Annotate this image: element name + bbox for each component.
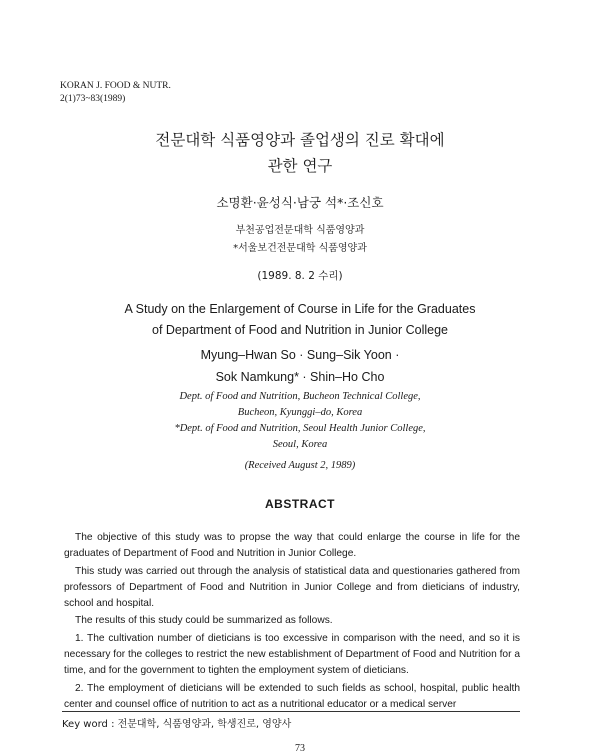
abstract-paragraph: The results of this study could be summarized as follows. (75, 615, 333, 627)
english-authors-line2: Sok Namkung* · Shin–Ho Cho (215, 370, 385, 384)
journal-name: KORAN J. FOOD & NUTR. (60, 81, 171, 91)
abstract-paragraph: 1. The cultivation number of dieticians is too excessive in comparison with the need, and so it is necessary for the colleges to restrict the new establishment of Department of Food and Nutrition for a time, and for the government to tighten the employment system of dieticians. (64, 633, 520, 677)
abstract-paragraph: This study was carried out through the analysis of statistical data and questionaries gathered from professors of Department of Food and Nutrition in Junior College and from dieticians of industry, school and hospital. (64, 565, 520, 609)
english-affiliation-2-line2: Seoul, Korea (272, 439, 328, 450)
korean-affiliation-2: *서울보건전문대학 식품영양과 (233, 243, 367, 254)
english-title (0, 299, 600, 341)
abstract-body (64, 530, 520, 715)
korean-title-line1: 전문대학 식품영양과 졸업생의 진로 확대에 (155, 131, 445, 149)
journal-header (60, 80, 171, 106)
footnote-divider (62, 711, 520, 712)
page-number: 73 (295, 743, 305, 754)
english-authors (0, 344, 600, 388)
korean-authors: 소명환·윤성식·남궁 석*·조신호 (216, 195, 384, 210)
english-authors-line1: Myung–Hwan So · Sung–Sik Yoon · (200, 348, 400, 362)
english-affiliation-1-line2: Bucheon, Kyunggi–do, Korea (237, 407, 363, 418)
english-affiliation-1-line1: Dept. of Food and Nutrition, Bucheon Technical College, (179, 391, 421, 402)
abstract-heading: ABSTRACT (265, 497, 335, 511)
english-affiliations (0, 389, 600, 453)
english-title-line1: A Study on the Enlargement of Course in Life for the Graduates (124, 302, 476, 316)
korean-affiliations (0, 222, 600, 258)
english-title-line2: of Department of Food and Nutrition in Junior College (152, 323, 448, 337)
english-received-date: (Received August 2, 1989) (244, 460, 356, 471)
korean-affiliation-1: 부천공업전문대학 식품영양과 (235, 225, 365, 236)
english-affiliation-2-line1: *Dept. of Food and Nutrition, Seoul Health Junior College, (174, 423, 426, 434)
korean-title (0, 127, 600, 179)
korean-title-line2: 관한 연구 (267, 157, 333, 175)
abstract-paragraph: 2. The employment of dieticians will be extended to such fields as school, hospital, public health center and counsel office of nutrition to act as a nutritional educator or a medical server (64, 682, 520, 710)
korean-received-date: (1989. 8. 2 수리) (257, 270, 343, 282)
abstract-paragraph: The objective of this study was to propse the way that could enlarge the course in life for the graduates of Department of Food and Nutrition in Junior College. (64, 532, 520, 560)
journal-volume: 2(1)73~83(1989) (60, 94, 126, 104)
keywords: Key word : 전문대학, 식품영양과, 학생진로, 영양사 (62, 719, 292, 730)
